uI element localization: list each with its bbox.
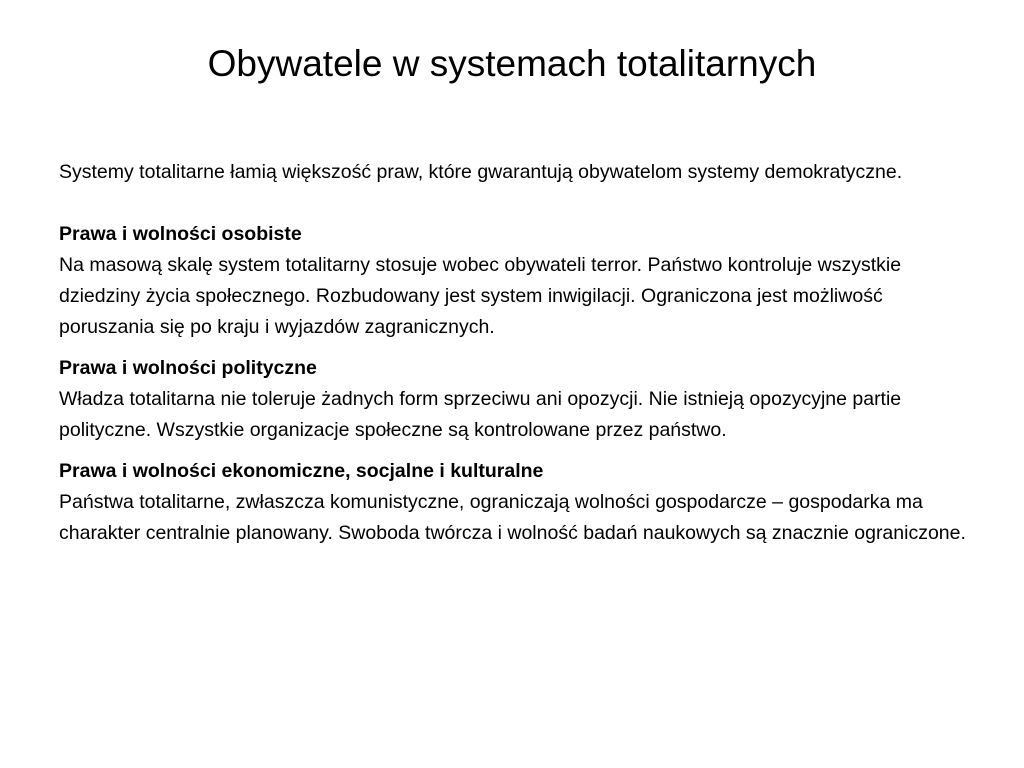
section-economic-rights [59, 456, 979, 549]
slide-title: Obywatele w systemach totalitarnych [207, 43, 817, 84]
section-text: Na masową skalę system totalitarny stosuje wobec obywateli terror. Państwo kontroluje wszystkie dziedziny życia społecznego. Rozbudowany jest system inwigilacji. Ograniczona jest możliwość poruszania się po kraju i wyjazdów zagranicznych. [59, 254, 902, 338]
intro-paragraph: Systemy totalitarne łamią większość praw, które gwarantują obywatelom systemy demokratyczne. [59, 161, 903, 183]
section-heading: Prawa i wolności ekonomiczne, socjalne i kulturalne [59, 460, 544, 482]
section-heading: Prawa i wolności polityczne [59, 357, 317, 379]
section-personal-rights [59, 219, 979, 343]
section-text: Państwa totalitarne, zwłaszcza komunistyczne, ograniczają wolności gospodarcze – gospodarka ma charakter centralnie planowany. Swoboda twórcza i wolność badań naukowych są znacznie ograniczone. [59, 491, 966, 544]
section-political-rights [59, 353, 979, 446]
slide-content [59, 157, 979, 559]
section-heading: Prawa i wolności osobiste [59, 223, 302, 245]
section-text: Władza totalitarna nie toleruje żadnych form sprzeciwu ani opozycji. Nie istnieją opozycyjne partie polityczne. Wszystkie organizacje społeczne są kontrolowane przez państwo. [59, 388, 902, 441]
